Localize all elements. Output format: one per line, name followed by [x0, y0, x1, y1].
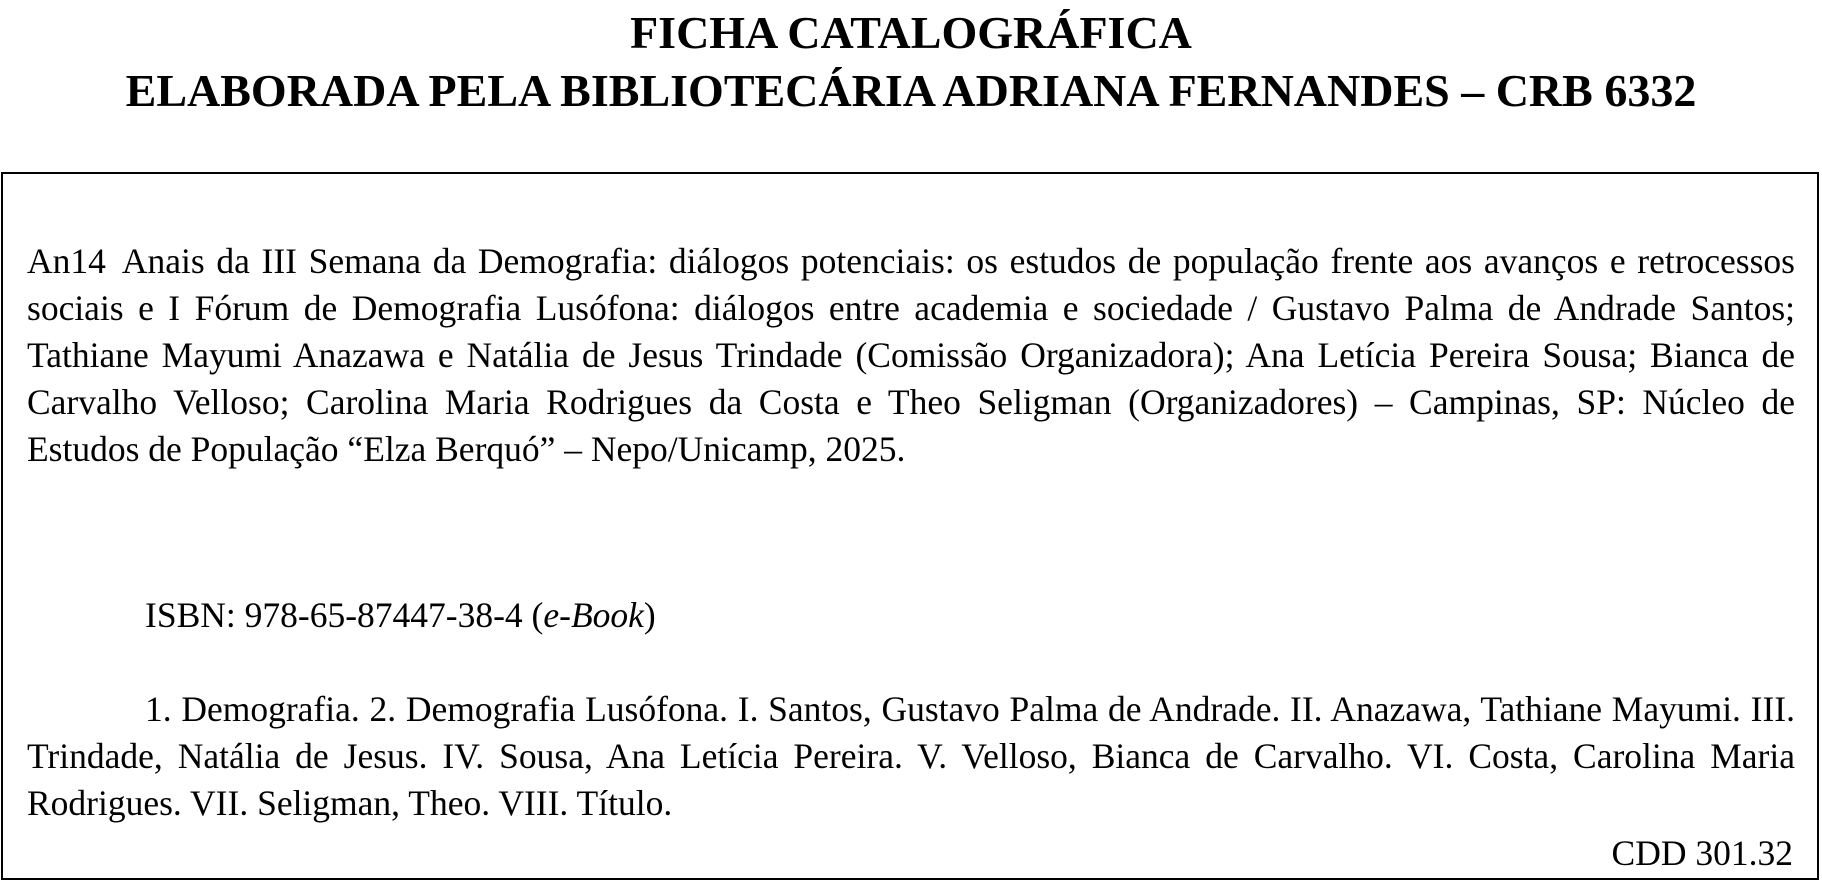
catalog-entry	[27, 238, 1795, 473]
header-subtitle: ELABORADA PELA BIBLIOTECÁRIA ADRIANA FERNANDES – CRB 6332	[125, 65, 1697, 116]
isbn-paren-close: )	[643, 595, 656, 635]
call-number: An14	[27, 241, 106, 281]
cdd-classification: CDD 301.32	[1611, 833, 1793, 873]
isbn-format: e-Book	[543, 595, 644, 635]
subject-headings: 1. Demografia. 2. Demografia Lusófona. I. Santos, Gustavo Palma de Andrade. II. Anazawa, Tathiane Mayumi. III. Trindade, Natália de Jesus. IV. Sousa, Ana Letícia Pereira. V. Velloso, Bianca de Carvalho. VI. Costa, Carolina Maria Rodrigues. VII. Seligman, Theo. VIII. Título.	[27, 689, 1795, 823]
entry-description: Anais da III Semana da Demografia: diálogos potenciais: os estudos de população frente aos avanços e retrocessos sociais e I Fórum de Demografia Lusófona: diálogos entre academia e sociedade / Gustavo Palma de Andrade Santos; Tathiane Mayumi Anazawa e Natália de Jesus Trindade (Comissão Organizadora); Ana Letícia Pereira Sousa; Bianca de Carvalho Velloso; Carolina Maria Rodrigues da Costa e Theo Seligman (Organizadores) – Campinas, SP: Núcleo de Estudos de População “Elza Berquó” – Nepo/Unicamp, 2025.	[27, 241, 1795, 469]
isbn-line	[145, 592, 656, 639]
header-title: FICHA CATALOGRÁFICA	[630, 7, 1192, 58]
isbn-paren-open: (	[522, 595, 544, 635]
catalog-header	[0, 4, 1822, 120]
catalog-card	[1, 172, 1819, 880]
isbn-number: ISBN: 978-65-87447-38-4	[145, 595, 523, 635]
